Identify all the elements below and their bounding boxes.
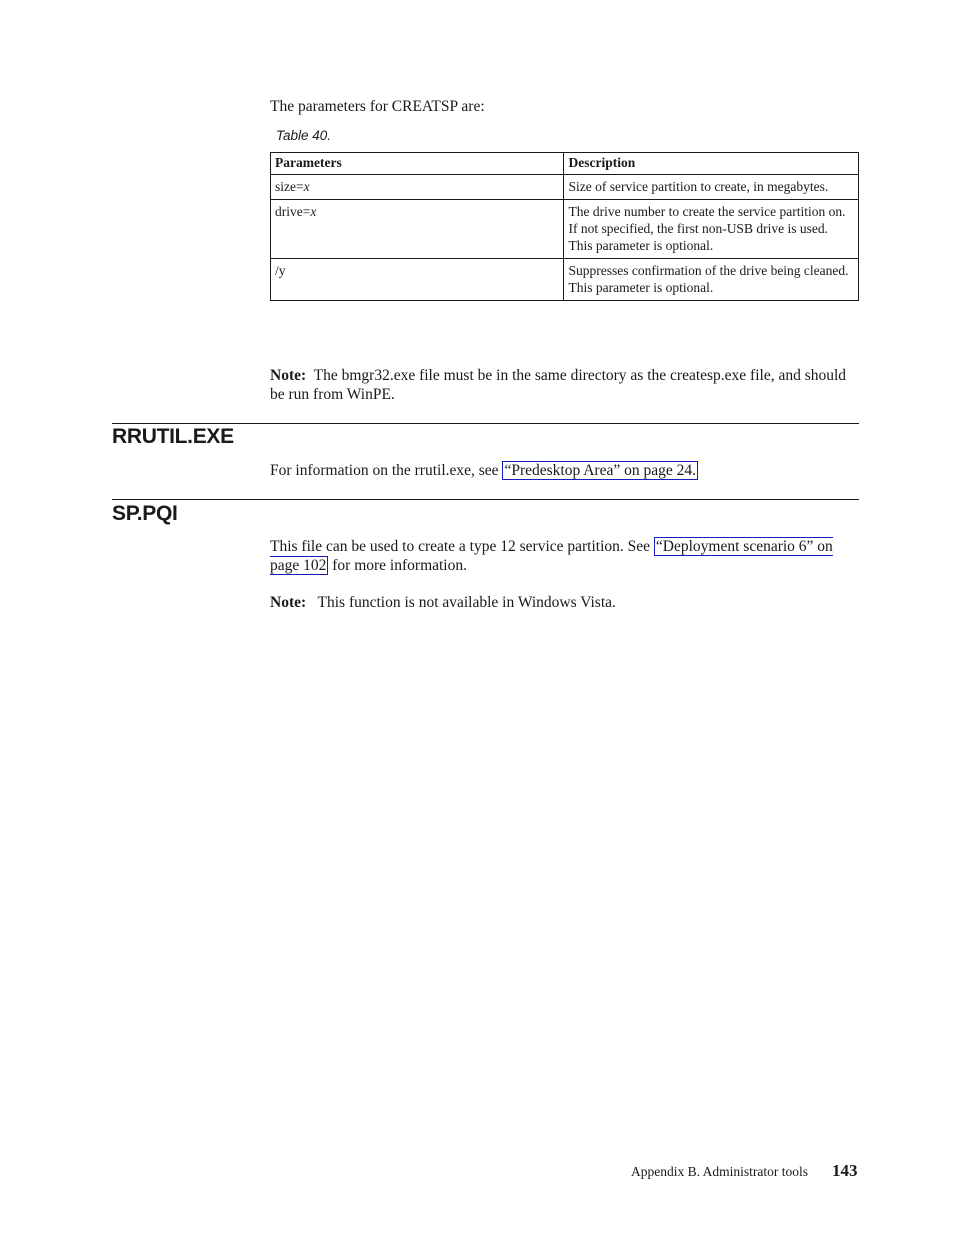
param-name: size= (275, 179, 304, 194)
column-header-description: Description (564, 153, 859, 175)
rrutil-paragraph (270, 461, 860, 480)
param-variable: x (303, 179, 310, 194)
param-name: /y (275, 263, 286, 278)
param-cell (271, 200, 564, 259)
description-cell: Suppresses confirmation of the drive being cleaned. This parameter is optional. (564, 259, 859, 301)
param-variable: x (310, 204, 317, 219)
column-header-parameters: Parameters (271, 153, 564, 175)
table-row (271, 175, 859, 200)
note-vista (270, 593, 860, 612)
section-divider (112, 499, 859, 500)
note-label: Note: (270, 367, 307, 384)
note-text: This function is not available in Windows Vista. (317, 594, 616, 611)
description-cell: Size of service partition to create, in megabytes. (564, 175, 859, 200)
heading-sppqi: SP.PQI (112, 502, 178, 525)
page-number: 143 (832, 1161, 858, 1180)
sppqi-paragraph (270, 537, 860, 575)
table-row (271, 200, 859, 259)
note-label: Note: (270, 594, 307, 611)
table-row (271, 259, 859, 301)
footer-section-title: Appendix B. Administrator tools (631, 1164, 808, 1179)
table-header-row (271, 153, 859, 175)
note-bmgr32 (270, 366, 860, 404)
heading-rrutil: RRUTIL.EXE (112, 425, 234, 448)
intro-text: The parameters for CREATSP are: (270, 98, 485, 115)
description-cell: The drive number to create the service partition on. If not specified, the first non-USB drive is used. This parameter is optional. (564, 200, 859, 259)
table-caption: Table 40. (276, 128, 332, 143)
sppqi-text-after: for more information. (328, 557, 467, 574)
section-divider (112, 423, 859, 424)
deployment-scenario-link[interactable]: “Deployment scenario 6” on page 102 (270, 538, 833, 574)
predesktop-area-link[interactable]: “Predesktop Area” on page 24. (504, 462, 696, 479)
rrutil-text: For information on the rrutil.exe, see (270, 462, 503, 479)
parameters-table (270, 152, 859, 301)
note-text: The bmgr32.exe file must be in the same directory as the createsp.exe file, and should be run from WinPE. (270, 367, 847, 403)
param-cell (271, 175, 564, 200)
param-name: drive= (275, 204, 311, 219)
param-cell (271, 259, 564, 301)
sppqi-text: This file can be used to create a type 12 service partition. See (270, 538, 654, 555)
